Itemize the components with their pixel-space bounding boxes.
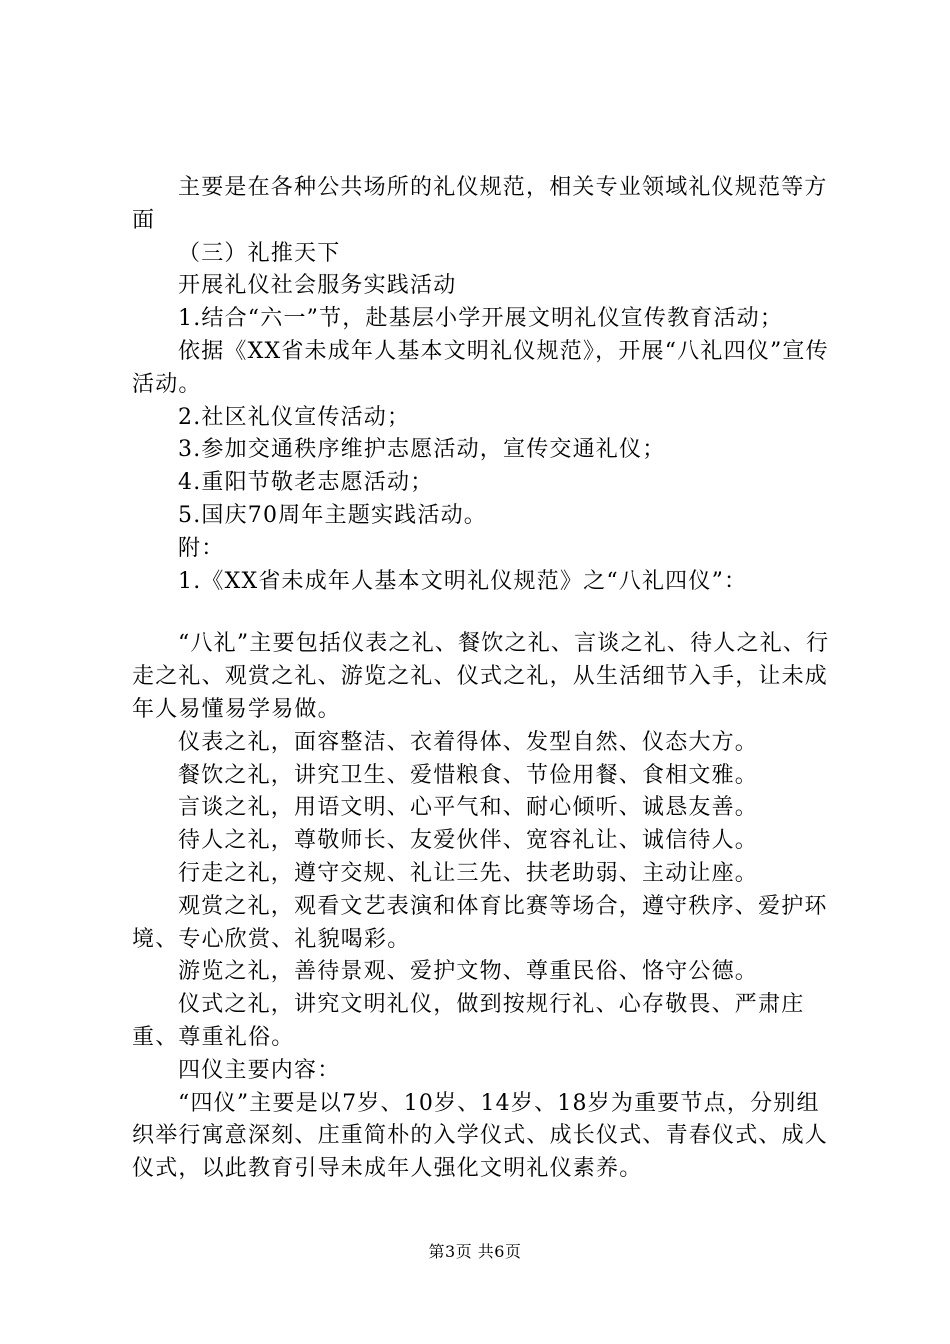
- list-item: 4.重阳节敬老志愿活动；: [178, 470, 434, 496]
- document-body: [132, 172, 832, 1186]
- appendix-item: 1.《XX省未成年人基本文明礼仪规范》之“八礼四仪”：: [178, 568, 748, 594]
- section-heading: （三）礼推天下: [178, 240, 341, 266]
- paragraph: 餐饮之礼，讲究卫生、爱惜粮食、节俭用餐、食相文雅。: [178, 762, 759, 788]
- paragraph: 游览之礼，善待景观、爱护文物、尊重民俗、恪守公德。: [178, 959, 759, 985]
- paragraph: 依据《XX省未成年人基本文明礼仪规范》，开展“八礼四仪”宣传活动。: [132, 338, 829, 397]
- paragraph: 仪表之礼，面容整洁、衣着得体、发型自然、仪态大方。: [178, 729, 759, 755]
- appendix-label: 附：: [178, 535, 225, 561]
- paragraph: 仪式之礼，讲究文明礼仪，做到按规行礼、心存敬畏、严肃庄重、尊重礼俗。: [132, 992, 805, 1050]
- paragraph: 观赏之礼，观看文艺表演和体育比赛等场合，遵守秩序、爱护环境、专心欣赏、礼貌喝彩。: [132, 893, 828, 952]
- paragraph: 开展礼仪社会服务实践活动: [178, 273, 457, 299]
- page-number: 第3页 共6页: [428, 1242, 522, 1261]
- paragraph: 待人之礼，尊敬师长、友爱伙伴、宽容礼让、诚信待人。: [178, 828, 759, 854]
- list-item: 1.结合“六一”节，赴基层小学开展文明礼仪宣传教育活动；: [178, 306, 784, 332]
- paragraph: “四仪”主要是以7岁、10岁、14岁、18岁为重要节点，分别组织举行寓意深刻、庄重简朴的入学仪式、成长仪式、青春仪式、成人仪式，以此教育引导未成年人强化文明礼仪素养。: [132, 1090, 829, 1182]
- paragraph: 主要是在各种公共场所的礼仪规范，相关专业领域礼仪规范等方面: [132, 175, 828, 233]
- paragraph: 言谈之礼，用语文明、心平气和、耐心倾听、诚恳友善。: [178, 795, 759, 821]
- paragraph-gap: [132, 598, 832, 628]
- paragraph: “八礼”主要包括仪表之礼、餐饮之礼、言谈之礼、待人之礼、行走之礼、观赏之礼、游览之礼、仪式之礼，从生活细节入手，让未成年人易懂易学易做。: [132, 631, 830, 722]
- paragraph: 行走之礼，遵守交规、礼让三先、扶老助弱、主动让座。: [178, 860, 759, 886]
- paragraph: 四仪主要内容：: [178, 1057, 341, 1083]
- list-item: 5.国庆70周年主题实践活动。: [178, 502, 487, 528]
- page-footer: [0, 1242, 950, 1262]
- list-item: 3.参加交通秩序维护志愿活动，宣传交通礼仪；: [178, 437, 666, 463]
- list-item: 2.社区礼仪宣传活动；: [178, 404, 411, 430]
